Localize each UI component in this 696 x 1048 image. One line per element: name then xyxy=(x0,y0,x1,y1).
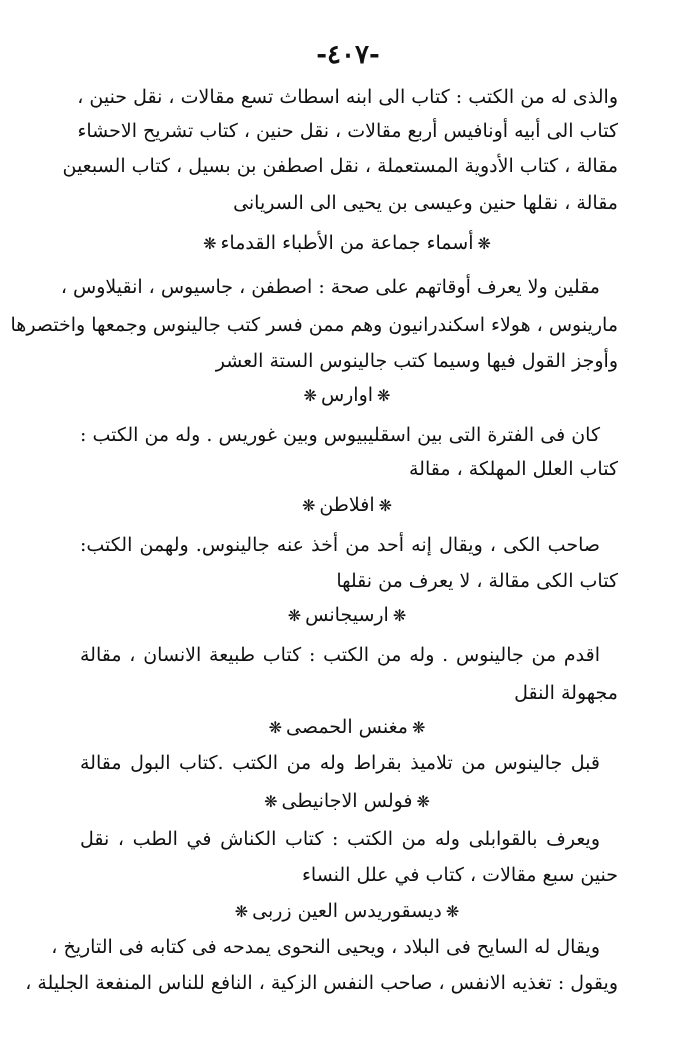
text-line: كتاب الكى مقالة ، لا يعرف من نقلها xyxy=(336,570,618,592)
ornament-icon: ❋ xyxy=(411,718,426,737)
section-heading-text: اوارس xyxy=(320,384,374,406)
text-line: حنين سبع مقالات ، كتاب في علل النساء xyxy=(301,864,618,886)
section-heading xyxy=(78,600,616,631)
text-line: مجهولة النقل xyxy=(514,682,618,704)
ornament-icon: ❋ xyxy=(301,496,316,515)
section-heading-text: أسماء جماعة من الأطباء القدماء xyxy=(220,232,474,254)
text-line: وأوجز القول فيها وسيما كتب جالينوس الستة العشر xyxy=(215,350,618,372)
ornament-icon: ❋ xyxy=(378,496,393,515)
text-line: مقالة ، نقلها حنين وعيسى بن يحيى الى السريانى xyxy=(233,192,618,214)
section-heading-text: ارسيجانس xyxy=(305,604,389,626)
ornament-icon: ❋ xyxy=(303,386,317,405)
section-heading-text: ديسقوريدس العين زربى xyxy=(252,900,442,922)
ornament-icon: ❋ xyxy=(445,902,460,921)
text-line: اقدم من جالينوس . وله من الكتب : كتاب طبيعة الانسان ، مقالة xyxy=(80,644,600,666)
section-heading xyxy=(78,490,616,521)
ornament-icon: ❋ xyxy=(268,718,282,737)
text-line: مقلين ولا يعرف أوقاتهم على صحة : اصطفن ، جاسيوس ، انقيلاوس ، xyxy=(60,276,600,298)
text-line: كان فى الفترة التى بين اسقليبيوس وبين غوريس . وله من الكتب : xyxy=(80,424,600,446)
text-line: كتاب العلل المهلكة ، مقالة xyxy=(409,458,618,480)
section-heading-text: مغنس الحمصى xyxy=(286,716,408,738)
text-line: ويقول : تغذيه الانفس ، صاحب النفس الزكية ، النافع للناس المنفعة الجليلة ، xyxy=(25,972,618,994)
section-heading xyxy=(78,712,616,743)
section-heading xyxy=(78,228,616,259)
text-line: ويقال له السايح فى البلاد ، ويحيى النحوى يمدحه فى كتابه فى التاريخ ، xyxy=(51,936,600,958)
text-line: قبل جالينوس من تلاميذ بقراط وله من الكتب .كتاب البول مقالة xyxy=(80,752,600,774)
ornament-icon: ❋ xyxy=(264,792,278,811)
ornament-icon: ❋ xyxy=(234,902,249,921)
text-line: والذى له من الكتب : كتاب الى ابنه اسطاث تسع مقالات ، نقل حنين ، xyxy=(77,86,618,108)
section-heading xyxy=(78,786,616,817)
ornament-icon: ❋ xyxy=(377,386,391,405)
ornament-icon: ❋ xyxy=(392,606,407,625)
text-line: مارينوس ، هولاء اسكندرانيون وهم ممن فسر كتب جالينوس وجمعها واختصرها xyxy=(10,314,618,336)
section-heading-text: افلاطن xyxy=(319,494,375,516)
text-line: كتاب الى أبيه أونافيس أربع مقالات ، نقل حنين ، كتاب تشريح الاحشاء xyxy=(77,120,618,142)
ornament-icon: ❋ xyxy=(477,234,491,253)
text-line: مقالة ، كتاب الأدوية المستعملة ، نقل اصطفن بن بسيل ، كتاب السبعين xyxy=(62,155,618,177)
section-heading-text: فولس الاجانيطى xyxy=(281,790,413,812)
section-heading xyxy=(78,380,616,411)
ornament-icon: ❋ xyxy=(203,234,217,253)
text-line: صاحب الكى ، ويقال إنه أحد من أخذ عنه جالينوس. ولهمن الكتب: xyxy=(80,534,600,556)
section-heading xyxy=(78,896,616,927)
page-number: -٤٠٧- xyxy=(316,40,380,70)
text-line: ويعرف بالقوابلى وله من الكتب : كتاب الكناش في الطب ، نقل xyxy=(80,828,600,850)
ornament-icon: ❋ xyxy=(416,792,430,811)
ornament-icon: ❋ xyxy=(287,606,302,625)
